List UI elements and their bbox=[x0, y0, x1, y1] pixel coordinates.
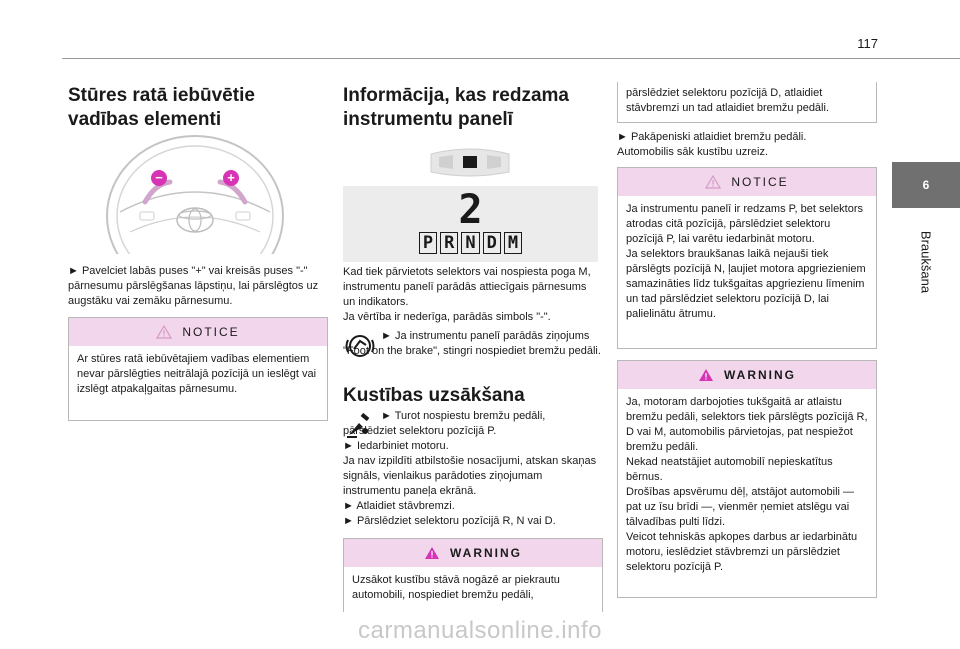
col2-heading-wrap bbox=[343, 84, 598, 132]
notice-body: Ja instrumentu panelī ir redzams P, bet selektors atrodas citā pozīcijā, pārslēdziet selektoru pozīcijā P, lai varētu iedarbināt motoru. Ja selektors braukšanas laikā nejauši tiek pārslēgts pozīcijā N, ļaujiet motora apgriezieniem samazināties līdz tukšgaitas apgriezienu līmenim un tad pārslēdziet selektoru pozīcijā D, lai palielinātu ātrumu. bbox=[626, 203, 866, 320]
warning-body: Uzsākot kustību stāvā nogāzē ar piekrautu automobili, nospiediet bremžu pedāli, bbox=[352, 574, 560, 601]
continued-body: pārslēdziet selektoru pozīcijā D, atlaidiet stāvbremzi un tad atlaidiet bremžu pedāli. bbox=[626, 87, 829, 114]
chapter-label bbox=[914, 212, 938, 312]
instrument-panel-icon bbox=[425, 146, 515, 178]
notice-body: Ar stūres ratā iebūvētajiem vadības elementiem nevar pārslēgties neitrālajā pozīcijā un ieslēgt vai izslēgt atpakaļgaitas pārnesumu. bbox=[77, 353, 317, 395]
warning-triangle-icon bbox=[698, 368, 714, 382]
warning-header bbox=[344, 539, 602, 567]
steering-wheel-illustration bbox=[100, 132, 290, 254]
col2-warning-box bbox=[343, 538, 603, 612]
notice-header bbox=[69, 318, 327, 346]
col2-heading2-wrap bbox=[343, 384, 598, 408]
gear-letter-p: P bbox=[419, 232, 437, 254]
col2-text-1 bbox=[343, 265, 601, 325]
col2-step-4: ► Atlaidiet stāvbremzi. bbox=[343, 500, 455, 512]
notice-title: NOTICE bbox=[731, 175, 789, 189]
col2-text-2 bbox=[343, 329, 601, 359]
warning-body: Ja, motoram darbojoties tukšgaitā ar atlaistu bremžu pedāli, selektors tiek pārslēgts pozīcijā R, D vai M, automobilis pārvietojas, pat nespiežot bremžu pedāli. Nekad neatstājiet automobilī nepieskatītus bērnus. Drošības apsvērumu dēļ, atstājot automobili — pat uz īsu brīdi —, vienmēr ņemiet atslēgu vai tālvadības pulti līdzi. Veicot tehniskās apkopes darbus ar iedarbinātu motoru, ieslēdziet stāvbremzi un pārslēdziet selektoru pozīcijā P. bbox=[626, 396, 868, 573]
gear-display bbox=[343, 186, 598, 262]
col2-heading2: Kustības uzsākšana bbox=[343, 385, 525, 406]
chapter-label-text: Braukšana bbox=[918, 230, 934, 294]
notice-header bbox=[618, 168, 876, 196]
gear-letters bbox=[343, 232, 598, 254]
header-rule bbox=[62, 58, 960, 59]
col2-step-3: Ja nav izpildīti atbilstošie nosacījumi, atskan skaņas signāls, vienlaikus parādoties ziņojumam instrumentu paneļa ekrānā. bbox=[343, 455, 597, 497]
svg-text:−: − bbox=[155, 170, 163, 185]
gear-letter-r: R bbox=[440, 232, 458, 254]
col2-step-5: ► Pārslēdziet selektoru pozīcijā R, N vai D. bbox=[343, 515, 556, 527]
col2-para3: ► Ja instrumentu panelī parādās ziņojums "Foot on the brake", stingri nospiediet bremžu pedāli. bbox=[343, 330, 601, 357]
gear-letter-n: N bbox=[461, 232, 479, 254]
col3-para1: ► Pakāpeniski atlaidiet bremžu pedāli. bbox=[617, 131, 807, 143]
col2-para1: Kad tiek pārvietots selektors vai nospiesta poga M, instrumentu panelī parādās attiecīgais pārnesums un indikators. bbox=[343, 266, 591, 308]
warning-header bbox=[618, 361, 876, 389]
col3-para2: Automobilis sāk kustību uzreiz. bbox=[617, 146, 769, 158]
col3-warning-box bbox=[617, 360, 877, 598]
col2-step-1: ► Turot nospiestu bremžu pedāli, pārslēdziet selektoru pozīcijā P. bbox=[343, 410, 546, 437]
col2-step-2: ► Iedarbiniet motoru. bbox=[343, 440, 449, 452]
warning-title: WARNING bbox=[724, 368, 796, 382]
col3-continued-box bbox=[617, 82, 877, 123]
col3-text bbox=[617, 130, 875, 160]
col1-paragraph bbox=[68, 264, 326, 309]
warning-triangle-icon bbox=[156, 325, 172, 339]
page-number: 117 bbox=[857, 36, 878, 51]
svg-text:+: + bbox=[227, 170, 235, 185]
col1-notice-box bbox=[68, 317, 328, 421]
chapter-tab[interactable]: 6 bbox=[892, 162, 960, 208]
col1-heading: Stūres ratā iebūvētie vadības elementi bbox=[68, 85, 255, 130]
col2-steps bbox=[343, 409, 601, 529]
warning-triangle-icon bbox=[424, 546, 440, 560]
warning-title: WARNING bbox=[450, 546, 522, 560]
col1-heading-wrap bbox=[68, 84, 323, 132]
warning-triangle-icon bbox=[705, 175, 721, 189]
notice-title: NOTICE bbox=[182, 325, 240, 339]
col2-para2: Ja vērtība ir nederīga, parādās simbols "-". bbox=[343, 311, 551, 323]
col3-notice-box bbox=[617, 167, 877, 349]
gear-digit: 2 bbox=[458, 187, 483, 233]
col2-heading: Informācija, kas redzama instrumentu panelī bbox=[343, 85, 569, 130]
col1-para-text: ► Pavelciet labās puses "+" vai kreisās puses "-" pārnesumu pārslēgšanas lāpstiņu, lai pārslēgtos uz augstāku vai zemāku pārnesumu. bbox=[68, 265, 319, 307]
gear-letter-d: D bbox=[483, 232, 501, 254]
gear-letter-m: M bbox=[504, 232, 522, 254]
watermark: carmanualsonline.info bbox=[358, 617, 602, 644]
